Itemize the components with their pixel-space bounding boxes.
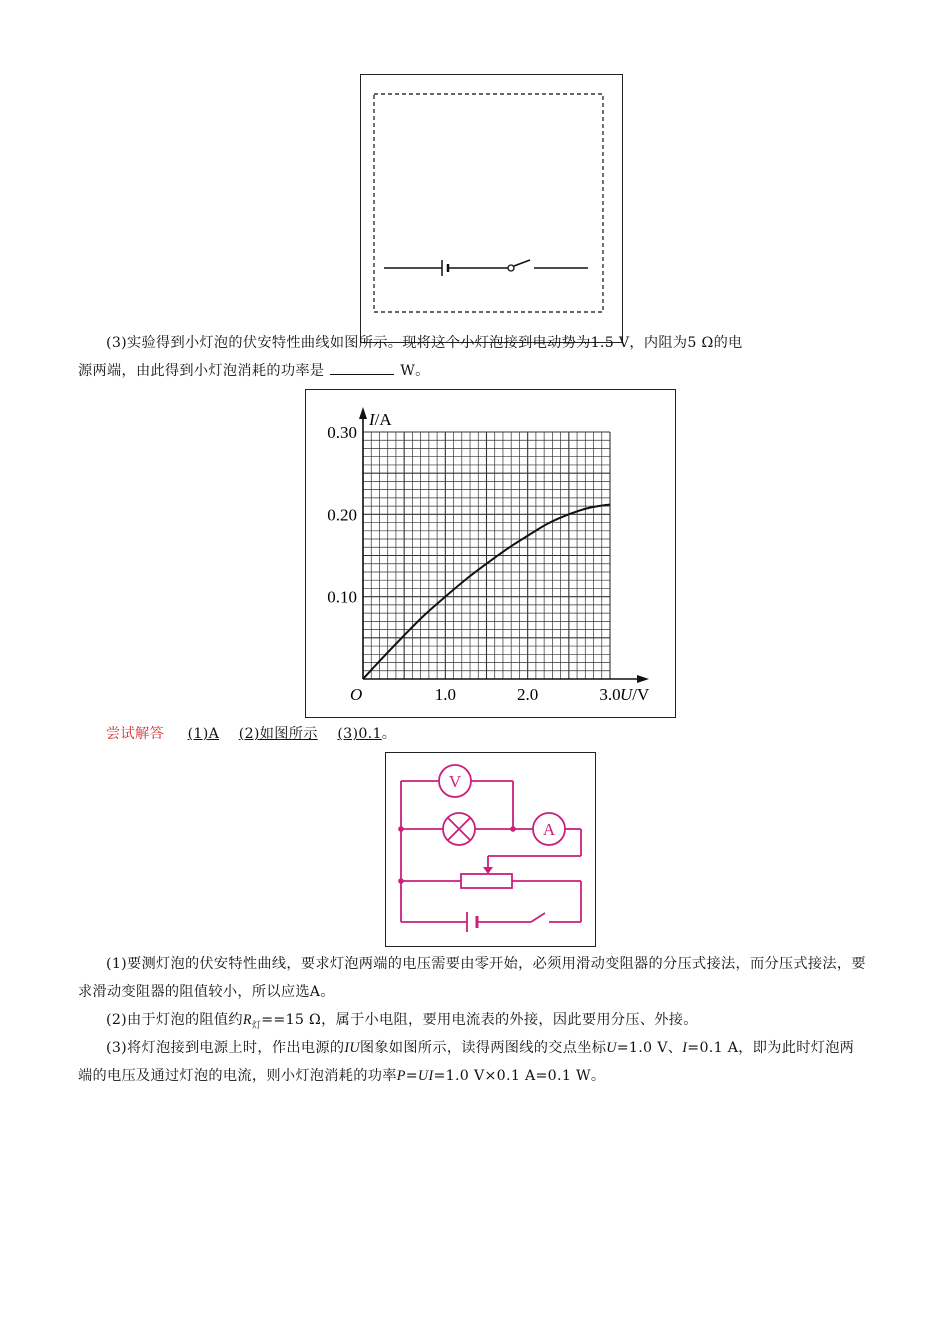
solution-3-text-b: 图象如图所示，读得两图线的交点坐标	[359, 1040, 607, 1056]
solution-3-i: I	[682, 1040, 688, 1056]
y-tick-label: 0.10	[327, 587, 357, 607]
solution-3-u: U	[606, 1040, 617, 1056]
answer-blank	[330, 360, 394, 375]
solution-3-iu: IU	[344, 1040, 360, 1056]
solution-2-text-b: ==15 Ω，属于小电阻，要用电流表的外接，因此要用分压、外接。	[261, 1012, 698, 1028]
rheostat	[461, 874, 512, 888]
solution-3-text-d: =0.1 A，即为此时灯泡两端的电压及通过灯泡的电流，则小灯泡消耗的功率	[78, 1040, 855, 1084]
x-tick-label: 3.0	[599, 685, 621, 704]
question-3-line2	[78, 357, 868, 385]
x-axis-unit: /V	[632, 685, 650, 704]
junction-dot	[398, 826, 404, 832]
question-3-text: 源两端，由此得到小灯泡消耗的功率是	[78, 363, 325, 379]
y-tick-label: 0.20	[327, 505, 357, 525]
answer-line	[106, 720, 896, 748]
chart-frame	[306, 390, 676, 718]
junction-dot	[398, 878, 404, 884]
solution-3-text-e: =	[405, 1068, 418, 1084]
answer-end: 。	[381, 726, 397, 742]
solution-3-text-f: =1.0 V×0.1 A=0.1 W。	[433, 1068, 606, 1084]
solution-2-var: R	[242, 1012, 252, 1028]
solution-3-text-a: (3)将灯泡接到电源上时，作出电源的	[106, 1040, 345, 1056]
solution-2-text: (2)由于灯泡的阻值约	[106, 1012, 243, 1028]
x-tick-label: 2.0	[517, 685, 539, 704]
origin-label: O	[350, 685, 363, 704]
ammeter	[533, 813, 565, 845]
iv-curve-chart	[305, 389, 677, 719]
y-axis-label	[368, 410, 392, 429]
voltmeter-label: V	[448, 772, 462, 791]
answer-part-3: (3)0.1	[337, 726, 382, 742]
question-3-line1: (3)实验得到小灯泡的伏安特性曲线如图所示。现将这个小灯泡接到电动势为1.5 V，内阻为5 Ω的电	[106, 335, 743, 351]
answer-part-1: (1)A	[187, 726, 220, 742]
figure-frame	[361, 75, 623, 343]
answer-label: 尝试解答	[106, 726, 164, 742]
y-axis-unit: /A	[374, 410, 392, 429]
x-tick-label: 1.0	[434, 685, 456, 704]
solution-2-sub: 灯	[251, 1020, 262, 1031]
switch-pivot	[508, 265, 514, 271]
lamp-icon	[443, 813, 475, 845]
x-axis-label	[620, 685, 650, 704]
solution-1: (1)要测灯泡的伏安特性曲线，要求灯泡两端的电压需要由零开始，必须用滑动变阻器的分压式接法，而分压式接法，要求滑动变阻器的阻值较小，所以应选A。	[78, 956, 866, 1000]
y-axis-var: I	[369, 410, 375, 429]
ammeter-label: A	[542, 820, 556, 839]
x-axis-var: U	[620, 685, 633, 704]
junction-dot	[510, 826, 516, 832]
circuit-blank-figure	[360, 74, 624, 344]
solution-3-p: P	[396, 1068, 406, 1084]
question-3-unit: W。	[400, 363, 430, 379]
solution-3-ui: UI	[417, 1068, 434, 1084]
solution-3	[78, 1034, 868, 1090]
voltmeter	[439, 765, 471, 797]
y-tick-label: 0.30	[327, 423, 357, 442]
answer-part-2: (2)如图所示	[238, 726, 318, 742]
solution-3-text-c: =1.0 V、	[616, 1040, 683, 1056]
circuit-answer-figure	[385, 752, 597, 948]
